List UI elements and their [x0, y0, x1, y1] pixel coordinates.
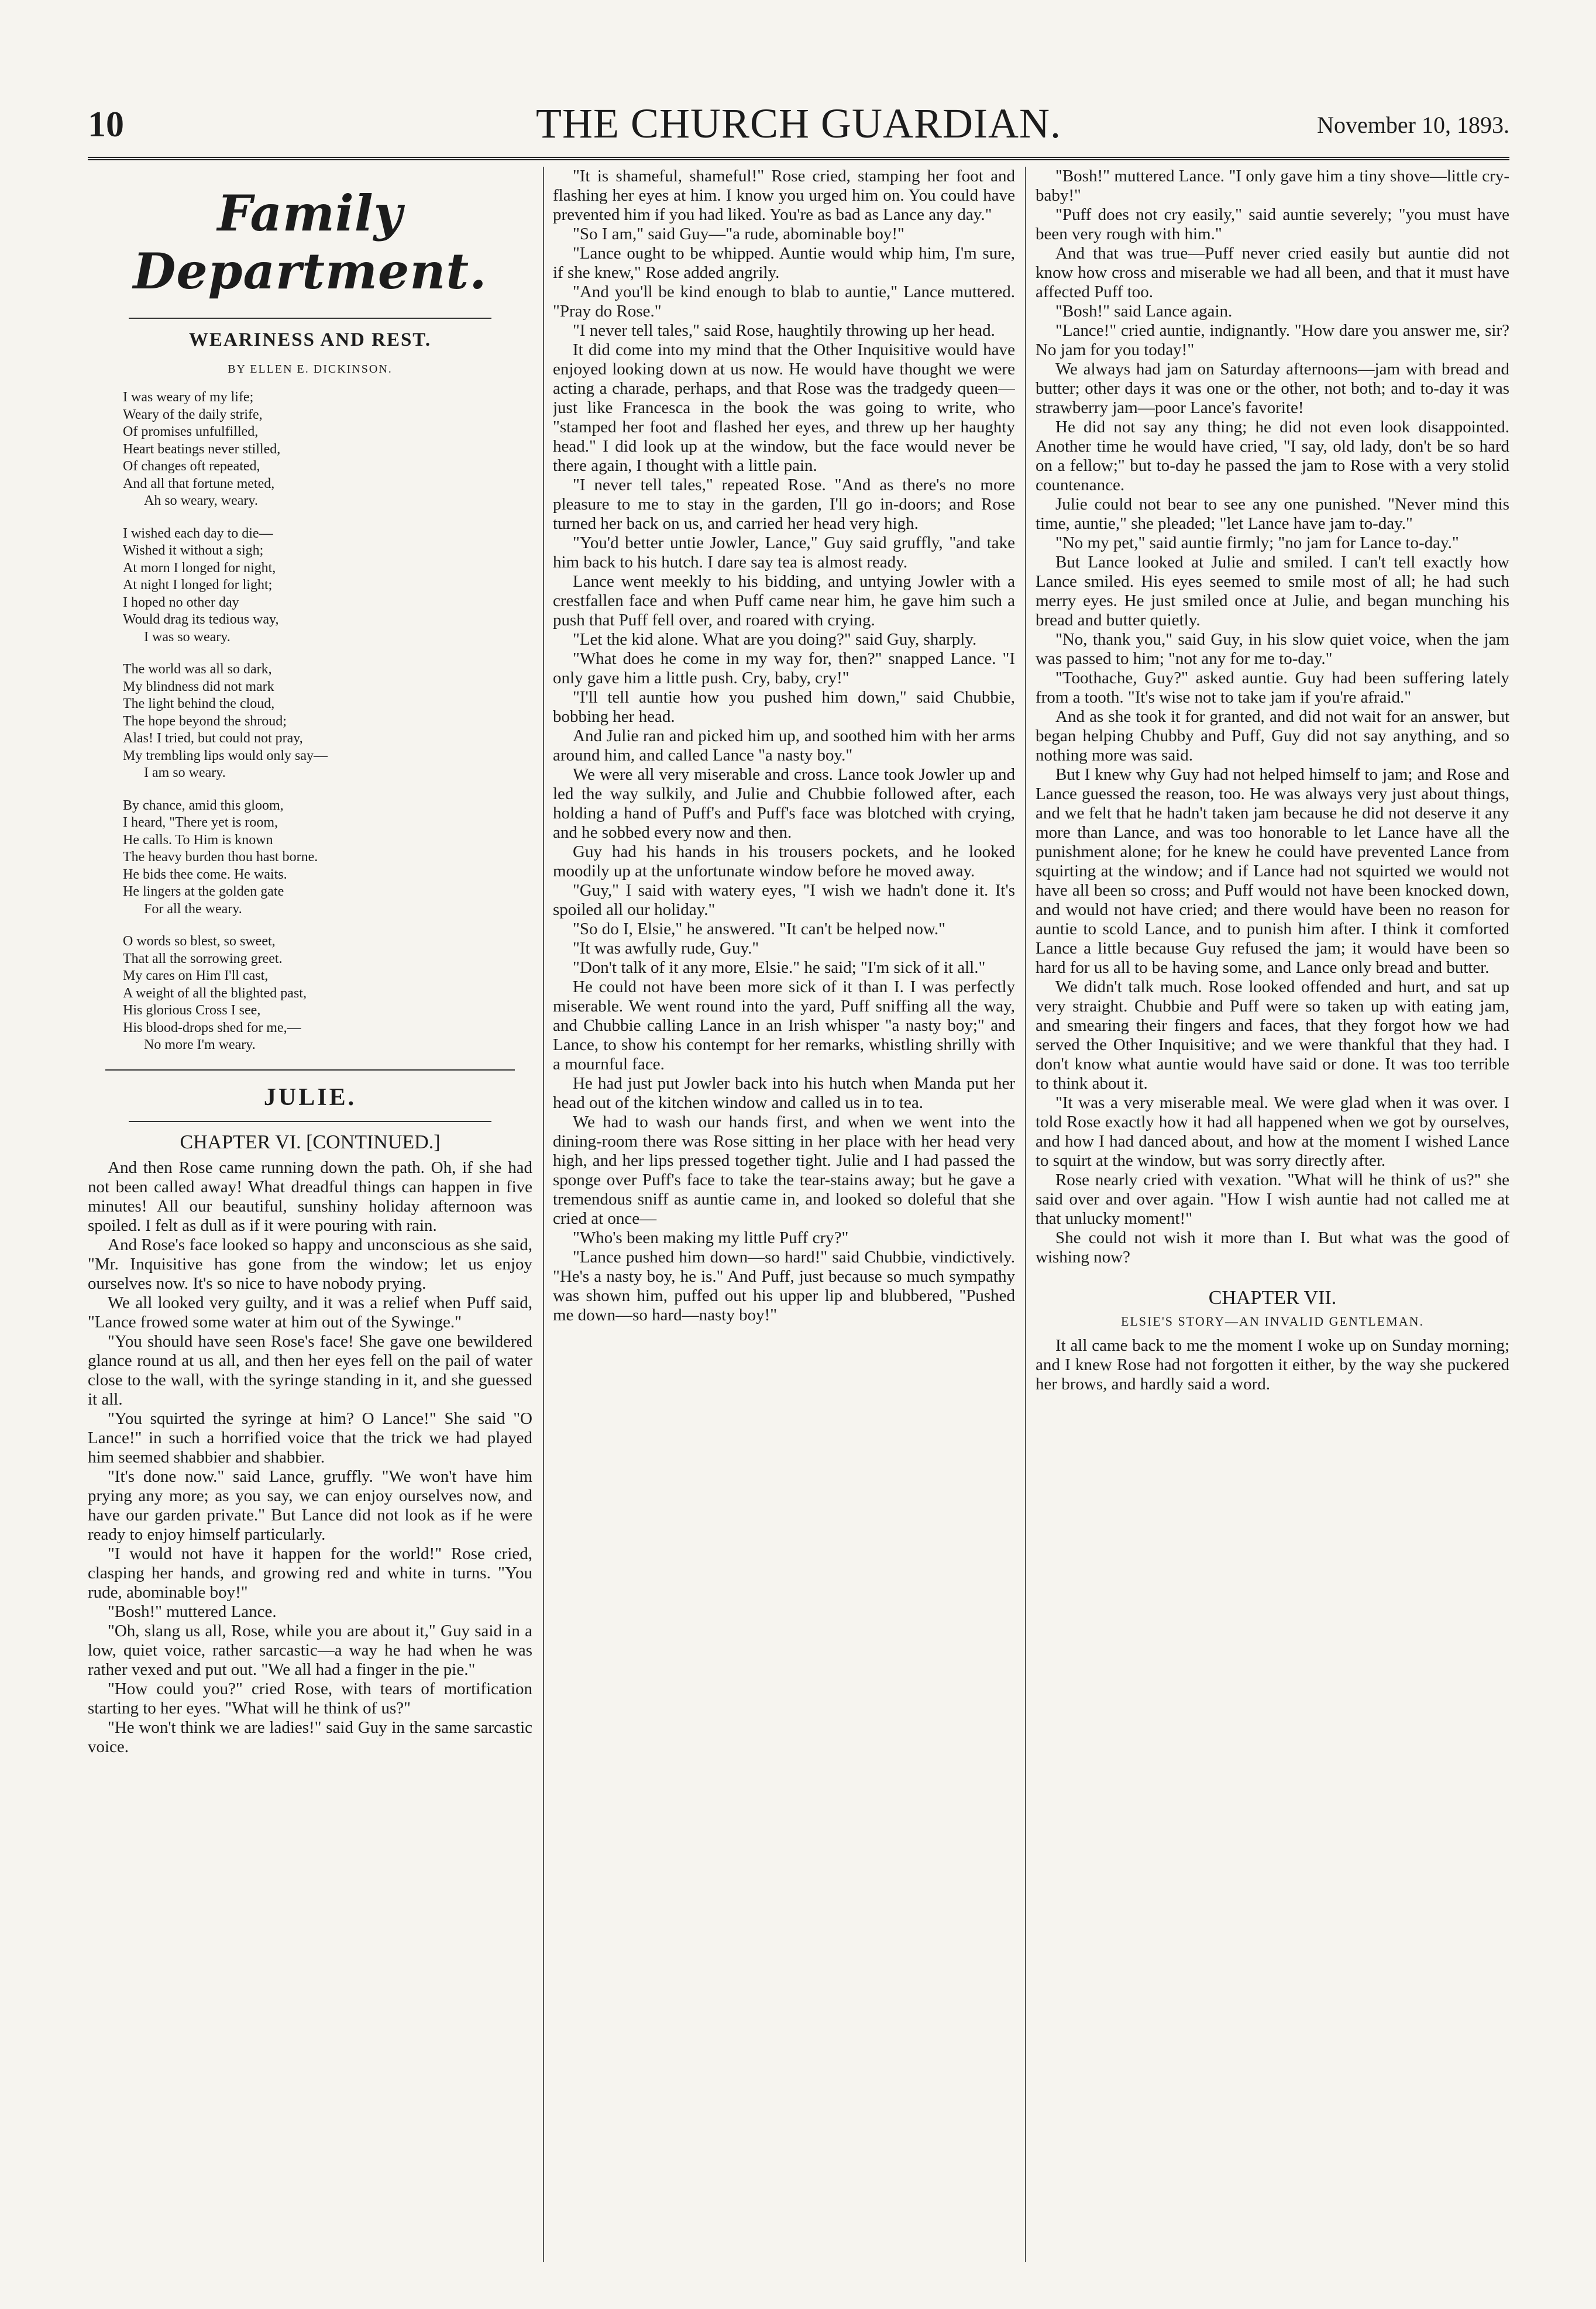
story-title: JULIE. — [263, 1083, 357, 1111]
issue-date: November 10, 1893. — [1317, 112, 1509, 138]
paragraph: "You'd better untie Jowler, Lance," Guy said gruffly, "and take him back to his hutch. I dare say tea is almost ready. — [553, 534, 1015, 572]
poem-line: At night I longed for light; — [123, 577, 273, 593]
poem-line: Alas! I tried, but could not pray, — [123, 731, 303, 746]
poem-line: I was weary of my life; — [123, 390, 254, 405]
poem-line: The light behind the cloud, — [123, 696, 275, 711]
poem-line: My cares on Him I'll cast, — [123, 968, 269, 983]
chapter-subtitle: ELSIE'S STORY—AN INVALID GENTLEMAN. — [1120, 1314, 1425, 1329]
paragraph: "It was awfully rude, Guy." — [573, 939, 759, 958]
paragraph: "He won't think we are ladies!" said Guy in the same sarcastic voice. — [88, 1718, 532, 1756]
paragraph: We didn't talk much. Rose looked offended and hurt, and sat up very straight. Chubbie and Puff were so taken up with eating jam, and smearing their fingers and faces, that they forgot how we had served the Other Inquisitive; and we were thankful that they had. I don't know what auntie would have said or done. It was too terrible to think about it. — [1036, 978, 1509, 1093]
paragraph: "So I am," said Guy—"a rude, abominable boy!" — [573, 225, 904, 243]
paragraph: "Toothache, Guy?" asked auntie. Guy had been suffering lately from a tooth. "It's wise not to take jam if you're afraid." — [1036, 669, 1509, 707]
poem-line: Wished it without a sigh; — [123, 543, 264, 558]
paragraph: And that was true—Puff never cried easily but auntie did not know how cross and miserable we had all been, and that it must have affected Puff too. — [1036, 244, 1509, 301]
poem-line: He lingers at the golden gate — [123, 884, 284, 899]
poem-line: The world was all so dark, — [123, 662, 272, 677]
paragraph: Julie could not bear to see any one punished. "Never mind this time, auntie," she pleaded; "let Lance have jam to-day." — [1036, 495, 1509, 533]
story-text-col1 — [88, 1158, 532, 1757]
paragraph: But I knew why Guy had not helped himself to jam; and Rose and Lance guessed the reason, too. He was always very just about things, and we felt that he hadn't taken jam because he did not deserve it any more than Lance, and was too honorable to let Lance have all the punishment alone; for he knew he could have prevented Lance from squirting at the window; and if Lance had not squirted we would not have all been so cross; and Puff would not have been knocked down, and would not have cried; and there would have been no reason for auntie to scold Lance, and to punish him after. I think it comforted Lance a little because Guy refused the jam; it would have been so hard for us all to be having some, and Lance only bread and butter. — [1036, 765, 1509, 977]
paragraph: "Lance ought to be whipped. Auntie would whip him, I'm sure, if she knew," Rose added angrily. — [553, 244, 1015, 282]
poem-line: That all the sorrowing greet. — [123, 951, 283, 966]
story-text-col3 — [1036, 167, 1509, 1267]
poem-line: Would drag its tedious way, — [123, 612, 279, 627]
paragraph: "Lance!" cried auntie, indignantly. "How dare you answer me, sir? No jam for you today!" — [1036, 321, 1509, 359]
paragraph: And then Rose came running down the path. Oh, if she had not been called away! What dreadful things can happen in five minutes! All our beautiful, sunshiny holiday afternoon was spoiled. I felt as dull as if it were pouring with rain. — [88, 1158, 532, 1235]
paragraph: But Lance looked at Julie and smiled. I can't tell exactly how Lance smiled. His eyes seemed to smile most of all; he had such merry eyes. He just smiled once at Julie, and began munching his bread and butter quietly. — [1036, 553, 1509, 629]
paragraph: "Let the kid alone. What are you doing?" said Guy, sharply. — [573, 630, 977, 649]
poem-line: The hope beyond the shroud; — [123, 713, 287, 729]
poem-line: By chance, amid this gloom, — [123, 797, 284, 813]
paragraph: "You should have seen Rose's face! She gave one bewildered glance round at us all, and then her eyes fell on the pail of water close to the wall, with the syringe standing in it, and she guessed it all. — [88, 1331, 532, 1409]
paragraph: And as she took it for granted, and did not wait for an answer, but began helping Chubby and Puff, Guy did not say anything, and so nothing more was said. — [1036, 707, 1509, 765]
paragraph: "No my pet," said auntie firmly; "no jam for Lance to-day." — [1055, 534, 1459, 552]
paragraph: "I never tell tales," repeated Rose. "And as there's no more pleasure to me to stay in the garden, I'll go in-doors; and Rose turned her back on us, and carried her head very high. — [553, 476, 1015, 533]
paragraph: "It is shameful, shameful!" Rose cried, stamping her foot and flashing her eyes at him. I know you urged him on. You could have prevented him if you had liked. You're as bad as Lance any day." — [553, 167, 1015, 224]
poem-line: Ah so weary, weary. — [144, 493, 258, 508]
poem-byline: BY ELLEN E. DICKINSON. — [228, 363, 393, 376]
poem-line: Heart beatings never stilled, — [123, 441, 281, 457]
newspaper-title: THE CHURCH GUARDIAN. — [536, 100, 1061, 147]
poem-stanza — [123, 933, 532, 1054]
poem-line: And all that fortune meted, — [123, 476, 275, 491]
column-rule-1 — [543, 167, 544, 2262]
department-heading: Family Department. — [133, 184, 487, 300]
paragraph: We were all very miserable and cross. Lance took Jowler up and led the way sulkily, and Julie and Chubbie followed after, each holding a hand of Puff's and Puff's face was blotched with crying, and he sobbed every now and then. — [553, 765, 1015, 842]
paragraph: "Guy," I said with watery eyes, "I wish we hadn't done it. It's spoiled all our holiday." — [553, 881, 1015, 919]
paragraph: We always had jam on Saturday afternoons—jam with bread and butter; other days it was one or the other, not both; and to-day it was strawberry jam—poor Lance's favorite! — [1036, 360, 1509, 417]
paragraph: Rose nearly cried with vexation. "What will he think of us?" she said over and over again. "How I wish auntie had not called me at that unlucky moment!" — [1036, 1171, 1509, 1228]
masthead — [88, 99, 1509, 152]
poem-line: I was so weary. — [144, 629, 231, 645]
poem-line: O words so blest, so sweet, — [123, 934, 276, 949]
paragraph: He could not have been more sick of it than I. I was perfectly miserable. We went round into the yard, Puff sniffing all the way, and Chubbie calling Lance in an Irish whisper "a nasty boy;" and Lance, to show his contempt for her remarks, whistling shrilly with a mournful face. — [553, 978, 1015, 1073]
poem-line: I hoped no other day — [123, 594, 239, 610]
paragraph: It did come into my mind that the Other Inquisitive would have enjoyed looking down at us now. He would have thought we were acting a charade, perhaps, and that Rose was the tradgedy queen—just like Francesca in the book the was going to write, who "stamped her foot and flashed her eyes, and threw up her haughty head." I did look up at the window, but the face would never be there again, I thought with a little pain. — [553, 340, 1015, 475]
divider — [105, 1069, 515, 1071]
chapter-heading: CHAPTER VI. [CONTINUED.] — [180, 1131, 441, 1153]
paragraph: And Julie ran and picked him up, and soothed him with her arms around him, and called Lance "a nasty boy." — [553, 727, 1015, 765]
paragraph: "Oh, slang us all, Rose, while you are about it," Guy said in a low, quiet voice, rather sarcastic—a way he had when he was rather vexed and put out. "We all had a finger in the pie." — [88, 1621, 532, 1679]
paragraph: "And you'll be kind enough to blab to auntie," Lance muttered. "Pray do Rose." — [553, 283, 1015, 321]
poem-stanza — [123, 525, 532, 646]
paragraph: It all came back to me the moment I woke up on Sunday morning; and I knew Rose had not forgotten it either, by the way she puckered her brows, and hardly said a word. — [1036, 1336, 1509, 1393]
paragraph: "It was a very miserable meal. We were glad when it was over. I told Rose exactly how it had all happened when we got by ourselves, and how I had danced about, and how at the moment I wished Lance to squirt at the window, but was sorry directly after. — [1036, 1093, 1509, 1170]
column-rule-2 — [1025, 167, 1026, 2262]
story-text-chapter-vii — [1036, 1336, 1509, 1394]
paragraph: "Puff does not cry easily," said auntie severely; "you must have been very rough with him." — [1036, 205, 1509, 243]
masthead-rule — [88, 157, 1509, 160]
page-number: 10 — [88, 105, 124, 144]
paragraph: "How could you?" cried Rose, with tears of mortification starting to her eyes. "What will he think of us?" — [88, 1679, 532, 1718]
paragraph: "Don't talk of it any more, Elsie." he said; "I'm sick of it all." — [573, 958, 986, 977]
poem-body — [88, 389, 532, 1054]
paragraph: He had just put Jowler back into his hutch when Manda put her head out of the kitchen window and called us in to tea. — [553, 1074, 1015, 1112]
paragraph: We had to wash our hands first, and when we went into the dining-room there was Rose sitting in her place with her head very high, and her lips pressed together tight. Julie and I had passed the sponge over Puff's face to take the tear-stains away; but he gave a tremendous sniff as auntie came in, and looked so doleful that she cried at once— — [553, 1113, 1015, 1228]
poem-title: WEARINESS AND REST. — [188, 329, 432, 350]
poem-line: At morn I longed for night, — [123, 560, 276, 576]
poem-line: Of changes oft repeated, — [123, 459, 260, 474]
poem-line: Of promises unfulfilled, — [123, 424, 259, 439]
poem-line: The heavy burden thou hast borne. — [123, 849, 318, 865]
poem-line: His glorious Cross I see, — [123, 1003, 261, 1018]
paragraph: "Lance pushed him down—so hard!" said Chubbie, vindictively. "He's a nasty boy, he is." And Puff, just because so much sympathy was shown him, puffed out his upper lip and blubbered, "Pushed me down—so hard—nasty boy!" — [553, 1248, 1015, 1324]
paragraph: "So do I, Elsie," he answered. "It can't be helped now." — [573, 920, 945, 938]
poem-line: No more I'm weary. — [144, 1037, 256, 1052]
paragraph: Guy had his hands in his trousers pockets, and he looked moodily up at the unfortunate window before he moved away. — [553, 842, 1015, 880]
paragraph: She could not wish it more than I. But what was the good of wishing now? — [1036, 1229, 1509, 1267]
paragraph: "I would not have it happen for the world!" Rose cried, clasping her hands, and growing red and white in turns. "You rude, abominable boy!" — [88, 1544, 532, 1602]
paragraph: "Bosh!" muttered Lance. — [108, 1602, 277, 1621]
poem-line: His blood-drops shed for me,— — [123, 1020, 301, 1035]
paragraph: Lance went meekly to his bidding, and untying Jowler with a crestfallen face and when Puff came near him, he gave him such a push that Puff fell over, and roared with crying. — [553, 572, 1015, 629]
paragraph: He did not say any thing; he did not even look disappointed. Another time he would have cried, "I say, old lady, don't be so hard on a fellow;" but to-day he passed the jam to Rose with a very stolid countenance. — [1036, 418, 1509, 494]
column-3 — [1036, 167, 1509, 2274]
poem-line: My trembling lips would only say— — [123, 748, 328, 763]
poem-stanza — [123, 797, 532, 918]
poem-line: I heard, "There yet is room, — [123, 815, 278, 830]
story-text-col2 — [553, 167, 1015, 1325]
poem-line: He calls. To Him is known — [123, 832, 273, 848]
paragraph: And Rose's face looked so happy and unconscious as she said, "Mr. Inquisitive has gone from the window; let us enjoy ourselves now. It's so nice to have nobody prying. — [88, 1235, 532, 1293]
column-1 — [88, 167, 532, 2274]
paragraph: "I'll tell auntie how you pushed him down," said Chubbie, bobbing her head. — [553, 688, 1015, 726]
poem-stanza — [123, 389, 532, 510]
paragraph: We all looked very guilty, and it was a relief when Puff said, "Lance frowed some water at him out of the Sywinge." — [88, 1293, 532, 1331]
paragraph: "I never tell tales," said Rose, haughtily throwing up her head. — [573, 321, 995, 340]
poem-line: He bids thee come. He waits. — [123, 866, 287, 882]
paragraph: "Bosh!" muttered Lance. "I only gave him a tiny shove—little cry-baby!" — [1036, 167, 1509, 205]
poem-line: My blindness did not mark — [123, 679, 274, 694]
divider — [129, 1121, 491, 1122]
divider — [129, 318, 491, 319]
paragraph: "It's done now." said Lance, gruffly. "We won't have him prying any more; as you say, we can enjoy ourselves now, and have our garden private." But Lance did not look as if he were ready to enjoy himself particularly. — [88, 1467, 532, 1544]
paragraph: "What does he come in my way for, then?" snapped Lance. "I only gave him a little push. Cry, baby, cry!" — [553, 649, 1015, 687]
poem-line: I wished each day to die— — [123, 525, 273, 541]
paragraph: "Who's been making my little Puff cry?" — [573, 1229, 849, 1247]
column-2 — [553, 167, 1015, 2274]
poem-stanza — [123, 661, 532, 782]
poem-line: Weary of the daily strife, — [123, 407, 263, 422]
poem-line: For all the weary. — [144, 901, 242, 917]
paragraph: "No, thank you," said Guy, in his slow quiet voice, when the jam was passed to him; "not any for me to-day." — [1036, 630, 1509, 668]
poem-line: I am so weary. — [144, 765, 226, 780]
paragraph: "Bosh!" said Lance again. — [1055, 302, 1233, 321]
poem-line: A weight of all the blighted past, — [123, 985, 307, 1001]
chapter-heading: CHAPTER VII. — [1208, 1287, 1337, 1309]
paragraph: "You squirted the syringe at him? O Lance!" She said "O Lance!" in such a horrified voice that the trick we had played him seemed shabbier and shabbier. — [88, 1409, 532, 1467]
